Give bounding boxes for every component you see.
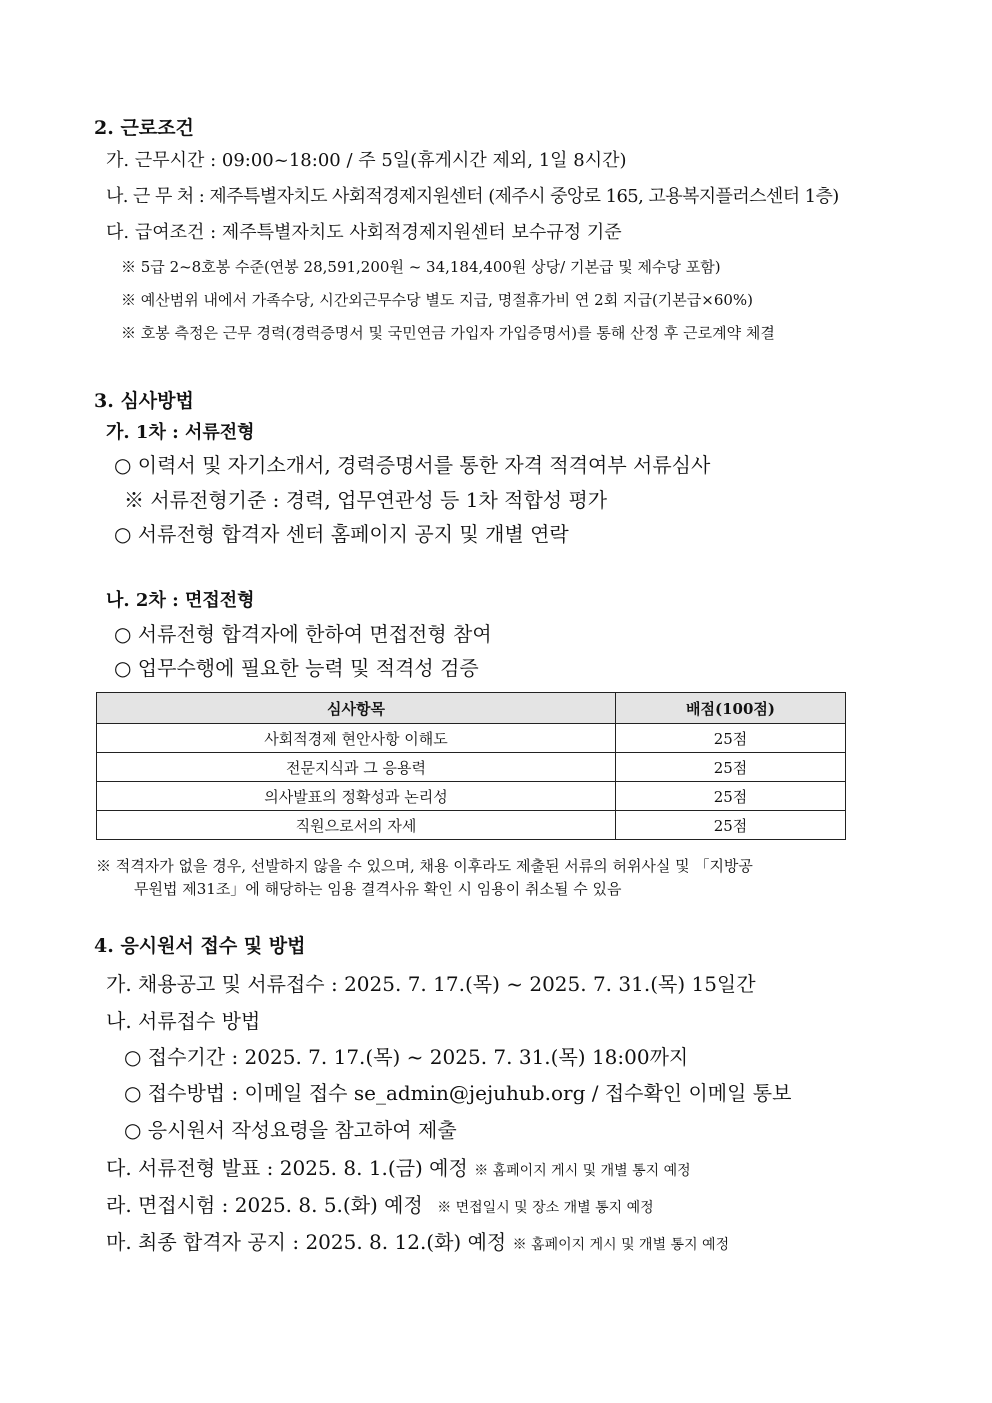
table-cell: 25점 xyxy=(616,753,846,782)
table-cell: 25점 xyxy=(616,811,846,840)
submission-item: ○ 응시원서 작성요령을 참고하여 제출 xyxy=(124,1118,457,1142)
disqualification-note: ※ 적격자가 없을 경우, 선발하지 않을 수 있으며, 채용 이후라도 제출된 서류의 허위사실 및 「지방공 xyxy=(96,857,753,875)
column-header: 배점(100점) xyxy=(616,693,846,724)
salary-note: ※ 호봉 측정은 근무 경력(경력증명서 및 국민연금 가입자 가입증명서)를 통해 산정 후 근로계약 체결 xyxy=(121,324,775,342)
table-cell: 25점 xyxy=(616,724,846,753)
table-row xyxy=(97,811,846,840)
final-announcement-line xyxy=(106,1230,729,1254)
work-hours: 가. 근무시간 : 09:00~18:00 / 주 5일(휴게시간 제외, 1일 8시간) xyxy=(106,150,627,171)
salary-conditions: 다. 급여조건 : 제주특별자치도 사회적경제지원센터 보수규정 기준 xyxy=(106,222,622,243)
interview-line xyxy=(106,1193,654,1217)
table-cell: 전문지식과 그 응용력 xyxy=(97,753,616,782)
submission-item: ○ 접수방법 : 이메일 접수 se_admin@jejuhub.org / 접수확인 이메일 통보 xyxy=(124,1081,792,1105)
submission-method-title: 나. 서류접수 방법 xyxy=(106,1009,261,1033)
stage-1-title: 가. 1차 : 서류전형 xyxy=(106,422,255,443)
stage-2-item: ○ 서류전형 합격자에 한하여 면접전형 참여 xyxy=(114,622,492,646)
document-result-line xyxy=(106,1156,691,1180)
column-header: 심사항목 xyxy=(97,693,616,724)
section-3-title: 3. 심사방법 xyxy=(94,390,194,412)
salary-note: ※ 예산범위 내에서 가족수당, 시간외근무수당 별도 지급, 명절휴가비 연 2회 지급(기본급×60%) xyxy=(121,291,754,309)
scoring-table xyxy=(96,692,846,840)
table-row xyxy=(97,753,846,782)
table-row xyxy=(97,724,846,753)
final-announcement: 마. 최종 합격자 공지 : 2025. 8. 12.(화) 예정 xyxy=(106,1230,507,1254)
disqualification-note-continued: 무원법 제31조」에 해당하는 임용 결격사유 확인 시 임용이 취소될 수 있음 xyxy=(134,880,622,898)
stage-2-item: ○ 업무수행에 필요한 능력 및 적격성 검증 xyxy=(114,656,479,680)
table-cell: 의사발표의 정확성과 논리성 xyxy=(97,782,616,811)
posting-period: 가. 채용공고 및 서류접수 : 2025. 7. 17.(목) ~ 2025. 7. 31.(목) 15일간 xyxy=(106,972,756,996)
stage-2-title: 나. 2차 : 면접전형 xyxy=(106,590,255,611)
document-result: 다. 서류전형 발표 : 2025. 8. 1.(금) 예정 xyxy=(106,1156,468,1180)
table-row xyxy=(97,782,846,811)
interview-note: ※ 면접일시 및 장소 개별 통지 예정 xyxy=(437,1200,654,1216)
table-cell: 사회적경제 현안사항 이해도 xyxy=(97,724,616,753)
table-cell: 25점 xyxy=(616,782,846,811)
interview-date: 라. 면접시험 : 2025. 8. 5.(화) 예정 xyxy=(106,1193,423,1217)
submission-item: ○ 접수기간 : 2025. 7. 17.(목) ~ 2025. 7. 31.(목) 18:00까지 xyxy=(124,1045,689,1069)
stage-1-criteria-note: ※ 서류전형기준 : 경력, 업무연관성 등 1차 적합성 평가 xyxy=(124,488,608,512)
stage-1-item: ○ 서류전형 합격자 센터 홈페이지 공지 및 개별 연락 xyxy=(114,522,569,546)
section-4-title: 4. 응시원서 접수 및 방법 xyxy=(94,935,306,957)
table-cell: 직원으로서의 자세 xyxy=(97,811,616,840)
table-header-row xyxy=(97,693,846,724)
salary-note: ※ 5급 2~8호봉 수준(연봉 28,591,200원 ~ 34,184,400원 상당/ 기본급 및 제수당 포함) xyxy=(121,258,721,276)
workplace: 나. 근 무 처 : 제주특별자치도 사회적경제지원센터 (제주시 중앙로 165, 고용복지플러스센터 1층) xyxy=(106,186,839,207)
section-2-title: 2. 근로조건 xyxy=(94,117,194,139)
stage-1-item: ○ 이력서 및 자기소개서, 경력증명서를 통한 자격 적격여부 서류심사 xyxy=(114,453,711,477)
final-announcement-note: ※ 홈페이지 게시 및 개별 통지 예정 xyxy=(512,1237,730,1253)
document-result-note: ※ 홈페이지 게시 및 개별 통지 예정 xyxy=(474,1163,691,1179)
